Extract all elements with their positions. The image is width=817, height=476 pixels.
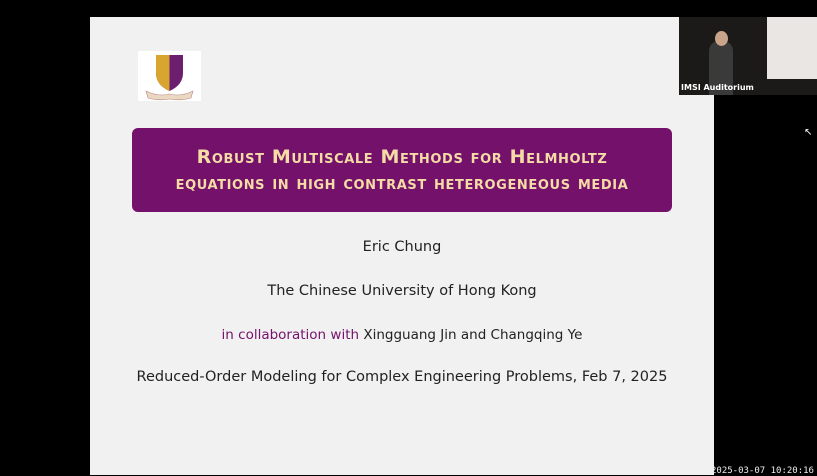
collaboration [90,327,714,343]
cam-speaker-head [715,31,728,46]
webcam-label: IMSI Auditorium [681,83,754,92]
mouse-cursor-icon: ↖ [804,127,813,138]
collaborators: Xingguang Jin and Changqing Ye [363,327,583,343]
collab-prefix: in collaboration with [221,327,360,343]
author: Eric Chung [362,239,442,255]
cam-projection-screen [767,17,817,79]
title-line-1: Robust Multiscale Methods for Helmholtz [196,146,608,168]
title-banner [132,128,672,212]
event: Reduced-Order Modeling for Complex Engineering Problems, Feb 7, 2025 [136,369,668,385]
title-line-2: equations in high contrast heterogeneous media [175,172,629,194]
timestamp: 2025-03-07 10:20:16 [711,466,814,476]
affiliation: The Chinese University of Hong Kong [267,283,537,299]
webcam-feed [679,17,817,95]
presentation-slide [90,17,714,475]
cuhk-logo [138,51,201,101]
